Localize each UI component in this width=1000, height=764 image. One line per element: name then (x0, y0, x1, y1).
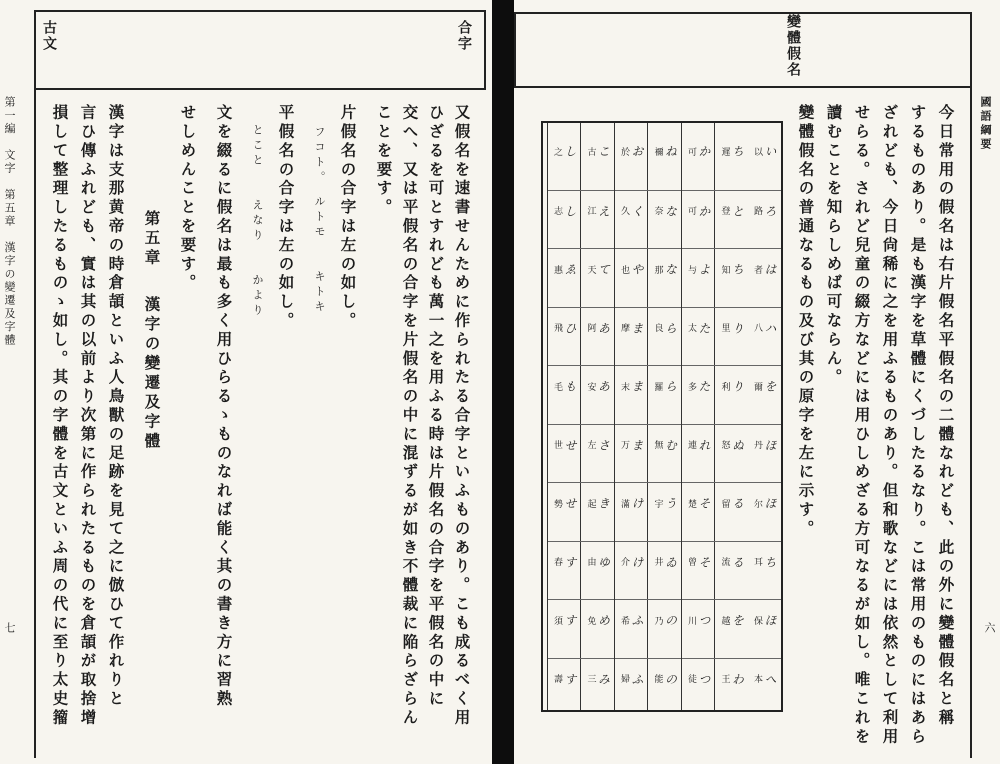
kana-source-kanji: 徒 (686, 674, 696, 683)
side-margin-label: 第一編 文字 第五章 漢字の變遷及字體 (3, 96, 16, 347)
kana-table-cell (615, 131, 648, 171)
text-column-3: ざれども、今日尙稀に之を用ふるものあり。但和歌などには依然として利用 (880, 104, 900, 747)
kana-variant: ら (663, 321, 678, 334)
kana-source-kanji: 毛 (552, 381, 562, 391)
kana-table-cell (715, 248, 748, 289)
kana-table-cell (682, 190, 715, 231)
kana-table-cell (748, 541, 781, 582)
kana-source-kanji: 春 (552, 557, 562, 566)
kana-source-kanji: 能 (652, 674, 663, 683)
kana-table-cell (748, 482, 781, 523)
kana-source-kanji: 太 (686, 323, 696, 332)
kana-table-cell (682, 658, 715, 699)
kana-variant: う (663, 497, 678, 509)
kana-table-cell (648, 190, 681, 231)
kana-variant: こ (596, 145, 611, 157)
kana-variant: る (730, 497, 745, 509)
kana-variant: め (596, 614, 611, 626)
kana-source-kanji: 介 (619, 557, 629, 566)
text-column-4: ことを要す。 (374, 104, 394, 218)
kana-source-kanji: 連 (686, 440, 696, 449)
kana-variant: ほ (763, 614, 777, 626)
kana-table-cell (581, 599, 614, 640)
kana-variant: け (630, 497, 644, 509)
kana-variant: ま (630, 438, 644, 451)
kana-variant: け (630, 555, 644, 568)
kana-source-kanji: 本 (752, 674, 762, 683)
left-page-header: 古文 (41, 20, 57, 52)
kana-variant: ま (630, 380, 644, 392)
kana-source-kanji: 丹 (752, 440, 762, 449)
text-column-5: 片假名の合字は左の如し。 (338, 104, 358, 331)
right-frame-rule (970, 12, 972, 758)
kana-source-kanji: 世 (552, 440, 562, 449)
kana-variant: ふ (630, 672, 644, 685)
right-frame-rule (484, 10, 486, 90)
kana-variant: お (630, 145, 644, 157)
kana-table-cell (748, 190, 781, 231)
kana-source-kanji: 利 (719, 381, 730, 391)
kana-variant: な (663, 204, 678, 217)
kana-source-kanji: 勢 (552, 498, 562, 508)
kana-variant: た (697, 321, 711, 334)
kana-variant: ね (663, 145, 678, 157)
kana-table-cell (748, 365, 781, 406)
kana-source-kanji: 留 (719, 498, 730, 508)
kana-variant: り (730, 321, 745, 334)
kana-variant: た (697, 380, 711, 392)
kana-variant: つ (697, 614, 711, 626)
kana-variant: き (596, 497, 611, 509)
kana-source-kanji: 良 (652, 323, 663, 332)
kana-table-cell (748, 599, 781, 640)
kana-source-kanji: 耳 (752, 557, 762, 566)
kana-source-kanji: 江 (585, 206, 596, 215)
kana-variant: し (563, 204, 577, 217)
text-column-10: 言ひ傳ふれども、實は其の以前より次第に作られたるものを倉頡が取捨增 (78, 104, 98, 728)
kana-table-cell (615, 482, 648, 523)
kana-table-cell (648, 365, 681, 406)
kana-table-cell (581, 424, 614, 465)
kana-table-column (714, 123, 748, 710)
kana-variant: も (563, 380, 577, 392)
kana-source-kanji: 里 (719, 323, 730, 332)
kana-table-cell (548, 248, 581, 289)
text-column-1: 今日常用の假名は右片假名平假名の二體なれども、此の外に變體假名と稱 (936, 104, 956, 728)
kana-variant: ゑ (563, 263, 577, 275)
kana-source-kanji: 流 (719, 557, 730, 566)
page-number-left: 七 (3, 622, 16, 633)
kana-variant: ゐ (663, 555, 678, 568)
kana-source-kanji: 壽 (552, 674, 562, 683)
kana-variant: あ (596, 380, 611, 392)
text-column-2: するものあり。是も漢字を草體にくづしたるなり。こは常用のものにはあら (908, 104, 928, 747)
text-column-6: 變體假名の普通なるもの及び其の原字を左に示す。 (796, 104, 816, 539)
kana-table-cell (648, 131, 681, 171)
kana-table-cell (715, 131, 748, 171)
book-title: 國語綱要 (979, 96, 992, 152)
katakana-ligatures: フコト。 ルトモ キトキ (313, 126, 326, 316)
kana-variant: か (697, 145, 711, 157)
kana-table-cell (581, 365, 614, 406)
kana-variant: ふ (630, 614, 644, 626)
kana-variant: ろ (763, 204, 777, 217)
kana-table-cell (548, 424, 581, 465)
kana-source-kanji: 希 (619, 615, 629, 625)
kana-variant: そ (697, 555, 711, 568)
kana-source-kanji: 可 (686, 206, 696, 215)
text-column-3: 交へ、又は平假名の合字を片假名の中に混ずるが如き不體裁に陥らざらん (400, 104, 420, 728)
kana-table-cell (615, 307, 648, 348)
kana-table-cell (682, 248, 715, 289)
kana-variant: つ (697, 672, 711, 685)
kana-variant: す (563, 614, 577, 626)
kana-source-kanji: 楚 (686, 498, 696, 508)
kana-table-cell (748, 131, 781, 171)
kana-variant: と (730, 204, 745, 217)
kana-source-kanji: 婦 (619, 674, 629, 683)
kana-table-cell (682, 365, 715, 406)
left-frame-rule (514, 12, 516, 88)
kana-table-cell (615, 599, 648, 640)
kana-variant: ほ (763, 438, 777, 451)
kana-table-cell (648, 248, 681, 289)
kana-variant: ぬ (730, 438, 745, 451)
kana-variant: そ (697, 497, 711, 509)
kana-variant: し (563, 145, 577, 157)
kana-variant: へ (763, 672, 777, 685)
kana-source-kanji: 以 (752, 146, 762, 156)
kana-variant: す (563, 555, 577, 568)
header-top-rule (514, 12, 972, 14)
kana-source-kanji: 三 (585, 674, 596, 683)
kana-table-cell (715, 307, 748, 348)
kana-table-cell (648, 658, 681, 699)
kana-variant: ほ (763, 497, 777, 509)
kana-source-kanji: 左 (585, 440, 596, 449)
kana-source-kanji: 之 (552, 146, 562, 156)
kana-variant: て (596, 263, 611, 275)
kana-source-kanji: 久 (619, 206, 629, 215)
kana-source-kanji: 安 (585, 381, 596, 391)
kana-source-kanji: 免 (585, 615, 596, 625)
kana-table-cell (615, 190, 648, 231)
kana-table-cell (715, 190, 748, 231)
kana-source-kanji: 保 (752, 615, 762, 625)
kana-table-cell (548, 365, 581, 406)
kana-source-kanji: 路 (752, 206, 762, 215)
kana-variant: を (730, 614, 745, 626)
kana-source-kanji: 惠 (552, 264, 562, 274)
kana-source-kanji: 与 (686, 264, 696, 274)
header-top-rule (34, 10, 486, 12)
kana-table-cell (648, 599, 681, 640)
kana-table-cell (748, 658, 781, 699)
kana-source-kanji: 宇 (652, 498, 663, 508)
kana-table-cell (581, 131, 614, 171)
kana-table-cell (548, 190, 581, 231)
kana-variant: れ (697, 438, 711, 451)
kana-variant: ハ (763, 321, 777, 334)
kana-variant: せ (563, 438, 577, 451)
kana-table-cell (581, 658, 614, 699)
chapter-label: 第五章 (142, 210, 162, 269)
kana-variant: ち (730, 145, 745, 157)
kana-table-cell (648, 541, 681, 582)
kana-source-kanji: 禰 (652, 146, 663, 156)
kana-variant: む (663, 438, 678, 451)
right-page-header: 變體假名 (785, 14, 801, 78)
kana-table-cell (548, 307, 581, 348)
hentaigana-table (541, 121, 783, 712)
kana-table-cell (548, 658, 581, 699)
kana-variant: や (630, 263, 644, 275)
kana-table-cell (548, 599, 581, 640)
kana-source-kanji: 者 (752, 264, 762, 274)
kana-variant: い (763, 145, 777, 157)
kana-source-kanji: 滿 (619, 498, 629, 508)
kana-table-cell (615, 248, 648, 289)
kana-variant: の (663, 672, 678, 685)
kana-variant: ち (730, 263, 745, 275)
kana-source-kanji: 川 (686, 615, 696, 625)
kana-source-kanji: 古 (585, 146, 596, 156)
kana-table-cell (682, 307, 715, 348)
text-column-8: せしめんことを要す。 (178, 104, 198, 293)
kana-table-column (647, 123, 681, 710)
kana-source-kanji: 志 (552, 206, 562, 215)
kana-table-cell (682, 541, 715, 582)
kana-source-kanji: 也 (619, 264, 629, 274)
kana-variant: さ (596, 438, 611, 451)
kana-variant: え (596, 204, 611, 217)
kana-source-kanji: 天 (585, 264, 596, 274)
kana-source-kanji: 曾 (686, 557, 696, 566)
header-bottom-rule (514, 86, 972, 88)
kana-source-kanji: 飛 (552, 323, 562, 332)
kana-table-cell (581, 307, 614, 348)
kana-table-column (681, 123, 715, 710)
kana-source-kanji: 知 (719, 264, 730, 274)
kana-table-cell (581, 541, 614, 582)
kana-source-kanji: 無 (652, 440, 663, 449)
kana-table-cell (548, 482, 581, 523)
kana-table-cell (715, 365, 748, 406)
kana-source-kanji: 可 (686, 146, 696, 156)
kana-variant: を (763, 380, 777, 392)
kana-table-cell (615, 365, 648, 406)
kana-table-cell (682, 424, 715, 465)
text-column-6: 平假名の合字は左の如し。 (276, 104, 296, 331)
kana-source-kanji: 摩 (619, 323, 629, 332)
kana-table-cell (615, 424, 648, 465)
header-bottom-rule (34, 88, 486, 90)
kana-source-kanji: 由 (585, 557, 596, 566)
kana-table-cell (648, 424, 681, 465)
kana-source-kanji: 那 (652, 264, 663, 274)
text-column-11: 損して整理したるものゝ如し。其の字體を古文といふ周の代に至り太史籀 (50, 104, 70, 728)
kana-table-cell (615, 541, 648, 582)
kana-table-cell (581, 190, 614, 231)
kana-source-kanji: 遲 (719, 146, 730, 156)
kana-source-kanji: 於 (619, 146, 629, 156)
kana-variant: み (596, 672, 611, 685)
kana-table-cell (648, 482, 681, 523)
kana-source-kanji: 爾 (752, 381, 762, 391)
kana-table-cell (682, 599, 715, 640)
kana-variant: ら (663, 380, 678, 392)
kana-source-kanji: 井 (652, 557, 663, 566)
kana-table-cell (748, 424, 781, 465)
kana-variant: り (730, 380, 745, 392)
kana-source-kanji: 阿 (585, 323, 596, 332)
kana-source-kanji: 須 (552, 615, 562, 625)
kana-source-kanji: 多 (686, 381, 696, 391)
kana-table-cell (648, 307, 681, 348)
text-column-2: ひざるを可とすれども萬一之を用ふる時は片假名の合字を平假名の中に (426, 104, 446, 709)
text-column-1: 又假名を速書せんために作られたる合字といふものあり。こも成るべく用 (452, 104, 472, 728)
kana-table-cell (715, 541, 748, 582)
kana-table-cell (715, 658, 748, 699)
chapter-title: 漢字の變遷及字體 (142, 296, 162, 452)
kana-source-kanji: 王 (719, 674, 730, 683)
kana-source-kanji: 起 (585, 498, 596, 508)
kana-table-cell (715, 482, 748, 523)
kana-table-column (748, 123, 781, 710)
kana-table-column (614, 123, 648, 710)
kana-source-kanji: 羅 (652, 381, 663, 391)
kana-variant: ま (630, 321, 644, 334)
left-page (0, 0, 492, 764)
hiragana-ligatures: とこと えなり かより (251, 124, 264, 319)
kana-variant: あ (596, 321, 611, 334)
kana-source-kanji: 越 (719, 615, 730, 625)
page-number-right: 六 (983, 622, 996, 633)
kana-table-cell (682, 131, 715, 171)
kana-variant: か (697, 204, 711, 217)
kana-variant: す (563, 672, 577, 685)
kana-table-cell (581, 482, 614, 523)
kana-variant: ひ (563, 321, 577, 334)
kana-table-cell (548, 541, 581, 582)
kana-table-cell (715, 599, 748, 640)
left-frame-rule (34, 10, 36, 758)
kana-table-column (547, 123, 581, 710)
kana-variant: せ (563, 497, 577, 509)
kana-variant: よ (697, 263, 711, 275)
kana-table-column (580, 123, 614, 710)
kana-source-kanji: 尔 (752, 498, 762, 508)
kana-source-kanji: 奈 (652, 206, 663, 215)
text-column-5: 讀むことを知らしめば可ならん。 (824, 104, 844, 388)
kana-source-kanji: 登 (719, 206, 730, 215)
kana-variant: ち (763, 555, 777, 568)
kana-table-cell (748, 307, 781, 348)
kana-table-cell (748, 248, 781, 289)
kana-variant: の (663, 614, 678, 626)
kana-source-kanji: 乃 (652, 615, 663, 625)
kana-source-kanji: 末 (619, 381, 629, 391)
kana-variant: は (763, 263, 777, 275)
kana-variant: わ (730, 672, 745, 685)
left-section-title: 合字 (456, 20, 472, 52)
kana-table-cell (581, 248, 614, 289)
kana-table-cell (715, 424, 748, 465)
kana-source-kanji: 八 (752, 323, 762, 332)
text-column-7: 文を綴るに假名は最も多く用ひらるゝものなれば能く其の書き方に習熟 (214, 104, 234, 709)
kana-table-cell (615, 658, 648, 699)
kana-table-cell (548, 131, 581, 171)
kana-source-kanji: 万 (619, 440, 629, 449)
text-column-9: 漢字は支那黄帝の時倉頡といふ人鳥獸の足跡を見て之に倣ひて作れりと (106, 104, 126, 709)
kana-table-cell (682, 482, 715, 523)
kana-variant: く (630, 204, 644, 217)
kana-variant: ゆ (596, 555, 611, 568)
text-column-4: せらる。されど兒童の綴方などには用ひしめざる方可なるが如し。唯これを (852, 104, 872, 747)
kana-variant: る (730, 555, 745, 568)
kana-variant: な (663, 263, 678, 275)
kana-source-kanji: 怒 (719, 440, 730, 449)
book-gutter (492, 0, 514, 764)
